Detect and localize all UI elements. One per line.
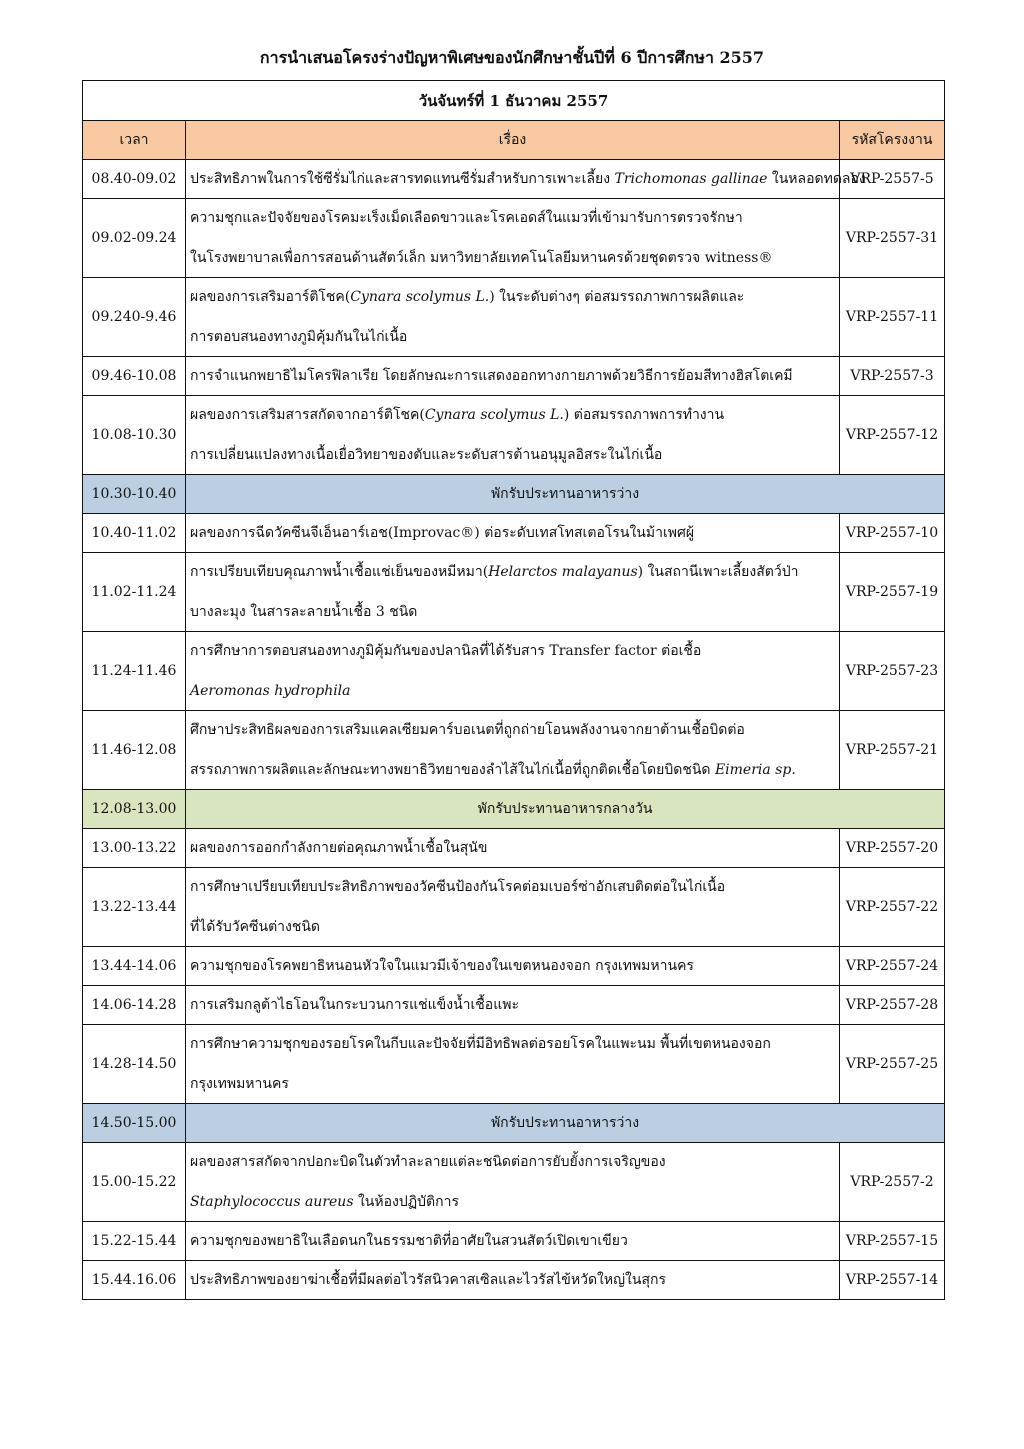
row-time: 15.22-15.44 (83, 1222, 186, 1261)
table-row (83, 396, 945, 475)
break-row (83, 1104, 945, 1143)
column-header-code: รหัสโครงงาน (840, 121, 945, 160)
topic-text: การศึกษาการตอบสนองทางภูมิคุ้มกันของปลานิลที่ได้รับสาร Transfer factor ต่อเชื้อ (190, 643, 702, 659)
row-time: 12.08-13.00 (83, 790, 186, 829)
row-project-code: VRP-2557-23 (840, 632, 945, 711)
topic-line (190, 327, 835, 347)
topic-line (190, 1034, 835, 1054)
row-time: 13.22-13.44 (83, 868, 186, 947)
topic-text: ) ในระดับต่างๆ ต่อสมรรถภาพการผลิตและ (489, 289, 745, 305)
row-project-code: VRP-2557-28 (840, 986, 945, 1025)
topic-text: ผลของการเสริมสารสกัดจากอาร์ติโชค( (190, 407, 425, 423)
scientific-name: Cynara scolymus L. (424, 407, 564, 423)
topic-line (190, 445, 835, 465)
schedule-table (82, 80, 945, 1300)
scientific-name: Eimeria sp. (714, 762, 796, 778)
scientific-name: Helarctos malayanus (488, 564, 638, 580)
row-time: 13.00-13.22 (83, 829, 186, 868)
scientific-name: Trichomonas gallinae (614, 171, 768, 187)
document-title: การนำเสนอโครงร่างปัญหาพิเศษของนักศึกษาชั้นปีที่ 6 ปีการศึกษา 2557 (259, 48, 765, 67)
topic-text: ความชุกของโรคพยาธิหนอนหัวใจในแมวมีเจ้าของในเขตหนองจอก กรุงเทพมหานคร (190, 958, 694, 974)
row-project-code: VRP-2557-3 (840, 357, 945, 396)
topic-text: สรรถภาพการผลิตและลักษณะทางพยาธิวิทยาของลำไส้ในไก่เนื้อที่ถูกติดเชื้อโดยบิดชนิด (190, 762, 715, 778)
row-project-code: VRP-2557-22 (840, 868, 945, 947)
topic-line (190, 681, 835, 701)
column-header-time: เวลา (83, 121, 186, 160)
row-project-code: VRP-2557-5 (840, 160, 945, 199)
topic-text: ผลของการฉีดวัคซีนจีเอ็นอาร์เอช(Improvac®) ต่อระดับเทสโทสเตอโรนในม้าเพศผู้ (190, 525, 695, 541)
row-topic (186, 553, 840, 632)
topic-text: ในห้องปฏิบัติการ (353, 1194, 459, 1210)
row-topic (186, 986, 840, 1025)
row-project-code: VRP-2557-20 (840, 829, 945, 868)
row-project-code: VRP-2557-11 (840, 278, 945, 357)
topic-text: ประสิทธิภาพในการใช้ซีรั่มไก่และสารทดแทนซีรั่มสำหรับการเพาะเลี้ยง (190, 171, 615, 187)
row-time: 10.30-10.40 (83, 475, 186, 514)
topic-line (190, 248, 835, 268)
break-label: พักรับประทานอาหารว่าง (186, 1104, 945, 1143)
topic-line (190, 523, 835, 543)
topic-line (190, 838, 835, 858)
topic-line (190, 995, 835, 1015)
topic-text: กรุงเทพมหานคร (190, 1076, 289, 1092)
row-project-code: VRP-2557-15 (840, 1222, 945, 1261)
row-project-code: VRP-2557-14 (840, 1261, 945, 1300)
topic-line (190, 1152, 835, 1172)
row-time: 10.08-10.30 (83, 396, 186, 475)
row-time: 14.28-14.50 (83, 1025, 186, 1104)
break-label: พักรับประทานอาหารว่าง (186, 475, 945, 514)
table-row (83, 1025, 945, 1104)
topic-line (190, 877, 835, 897)
table-row (83, 868, 945, 947)
topic-text: บางละมุง ในสารละลายน้ำเชื้อ 3 ชนิด (190, 604, 418, 620)
topic-text: ในหลอดทดลอง (767, 171, 866, 187)
date-header: วันจันทร์ที่ 1 ธันวาคม 2557 (83, 81, 945, 121)
row-time: 13.44-14.06 (83, 947, 186, 986)
table-row (83, 278, 945, 357)
row-topic (186, 829, 840, 868)
scientific-name: Aeromonas hydrophila (190, 683, 351, 699)
topic-text: ผลของสารสกัดจากปอกะบิดในตัวทำละลายแต่ละชนิดต่อการยับยั้งการเจริญของ (190, 1154, 666, 1170)
scientific-name: Staphylococcus aureus (190, 1194, 354, 1210)
topic-text: การเปรียบเทียบคุณภาพน้ำเชื้อแช่เย็นของหมีหมา( (190, 564, 489, 580)
topic-line (190, 1270, 835, 1290)
row-project-code: VRP-2557-19 (840, 553, 945, 632)
table-row (83, 829, 945, 868)
topic-text: การเปลี่ยนแปลงทางเนื้อเยื่อวิทยาของตับและระดับสารต้านอนุมูลอิสระในไก่เนื้อ (190, 447, 663, 463)
row-time: 09.02-09.24 (83, 199, 186, 278)
row-topic (186, 868, 840, 947)
row-time: 10.40-11.02 (83, 514, 186, 553)
topic-text: ) ในสถานีเพาะเลี้ยงสัตว์ป่า (637, 564, 799, 580)
topic-text: การตอบสนองทางภูมิคุ้มกันในไก่เนื้อ (190, 329, 408, 345)
row-topic (186, 947, 840, 986)
row-project-code: VRP-2557-2 (840, 1143, 945, 1222)
row-time: 14.50-15.00 (83, 1104, 186, 1143)
topic-line (190, 917, 835, 937)
table-row (83, 160, 945, 199)
row-time: 15.00-15.22 (83, 1143, 186, 1222)
topic-line (190, 562, 835, 582)
row-topic (186, 160, 866, 199)
topic-text: การเสริมกลูต้าไธโอนในกระบวนการแช่แข็งน้ำเชื้อแพะ (190, 997, 519, 1013)
topic-text: ในโรงพยาบาลเพื่อการสอนด้านสัตว์เล็ก มหาวิทยาลัยเทคโนโลยีมหานครด้วยชุดตรวจ witness® (190, 250, 773, 266)
row-topic (186, 1025, 840, 1104)
break-row (83, 475, 945, 514)
topic-line (190, 760, 835, 780)
row-topic (186, 199, 840, 278)
row-topic (186, 1222, 840, 1261)
row-project-code: VRP-2557-21 (840, 711, 945, 790)
topic-text: การจำแนกพยาธิไมโครฟิลาเรีย โดยลักษณะการแสดงออกทางกายภาพด้วยวิธีการย้อมสีทางฮิสโตเคมี (190, 368, 793, 384)
topic-line (190, 169, 866, 189)
row-time: 09.46-10.08 (83, 357, 186, 396)
row-project-code: VRP-2557-31 (840, 199, 945, 278)
row-time: 11.46-12.08 (83, 711, 186, 790)
topic-line (190, 1192, 835, 1212)
row-time: 15.44.16.06 (83, 1261, 186, 1300)
topic-text: ความชุกของพยาธิในเลือดนกในธรรมชาติที่อาศัยในสวนสัตว์เปิดเขาเขียว (190, 1233, 628, 1249)
scientific-name: Cynara scolymus L. (350, 289, 490, 305)
break-row (83, 790, 945, 829)
row-project-code: VRP-2557-12 (840, 396, 945, 475)
table-row (83, 947, 945, 986)
topic-line (190, 641, 835, 661)
topic-text: การศึกษาเปรียบเทียบประสิทธิภาพของวัคซีนป้องกันโรคต่อมเบอร์ซ่าอักเสบติดต่อในไก่เนื้อ (190, 879, 726, 895)
topic-text: ผลของการออกกำลังกายต่อคุณภาพน้ำเชื้อในสุนัข (190, 840, 488, 856)
topic-line (190, 720, 835, 740)
row-time: 08.40-09.02 (83, 160, 186, 199)
row-topic (186, 1143, 840, 1222)
row-project-code: VRP-2557-10 (840, 514, 945, 553)
topic-line (190, 287, 835, 307)
row-topic (186, 514, 840, 553)
topic-text: ศึกษาประสิทธิผลของการเสริมแคลเซียมคาร์บอเนตที่ถูกถ่ายโอนพลังงานจากยาต้านเชื้อบิดต่อ (190, 722, 745, 738)
schedule-body (83, 160, 945, 1300)
topic-text: ความชุกและปัจจัยของโรคมะเร็งเม็ดเลือดขาวและโรคเอดส์ในแมวที่เข้ามารับการตรวจรักษา (190, 210, 743, 226)
row-topic (186, 632, 840, 711)
topic-line (190, 208, 835, 228)
row-project-code: VRP-2557-25 (840, 1025, 945, 1104)
table-row (83, 711, 945, 790)
table-row (83, 199, 945, 278)
table-row (83, 514, 945, 553)
row-topic (186, 357, 840, 396)
row-time: 09.240-9.46 (83, 278, 186, 357)
row-topic (186, 711, 840, 790)
topic-text: ผลของการเสริมอาร์ติโชค( (190, 289, 351, 305)
row-topic (186, 278, 840, 357)
row-project-code: VRP-2557-24 (840, 947, 945, 986)
topic-text: ) ต่อสมรรถภาพการทำงาน (563, 407, 725, 423)
table-row (83, 1261, 945, 1300)
topic-text: ประสิทธิภาพของยาฆ่าเชื้อที่มีผลต่อไวรัสนิวคาสเซิลและไวรัสไข้หวัดใหญ่ในสุกร (190, 1272, 666, 1288)
topic-line (190, 366, 835, 386)
table-row (83, 357, 945, 396)
topic-line (190, 1074, 835, 1094)
topic-line (190, 956, 835, 976)
topic-line (190, 602, 835, 622)
table-row (83, 986, 945, 1025)
row-time: 14.06-14.28 (83, 986, 186, 1025)
topic-text: การศึกษาความชุกของรอยโรคในกีบและปัจจัยที่มีอิทธิพลต่อรอยโรคในแพะนม พื้นที่เขตหนองจอก (190, 1036, 771, 1052)
break-label: พักรับประทานอาหารกลางวัน (186, 790, 945, 829)
topic-line (190, 405, 835, 425)
row-time: 11.24-11.46 (83, 632, 186, 711)
table-row (83, 553, 945, 632)
topic-line (190, 1231, 835, 1251)
table-row (83, 632, 945, 711)
topic-text: ที่ได้รับวัคซีนต่างชนิด (190, 919, 321, 935)
table-row (83, 1143, 945, 1222)
column-header-topic: เรื่อง (186, 121, 840, 160)
row-topic (186, 1261, 840, 1300)
table-row (83, 1222, 945, 1261)
row-topic (186, 396, 840, 475)
row-time: 11.02-11.24 (83, 553, 186, 632)
